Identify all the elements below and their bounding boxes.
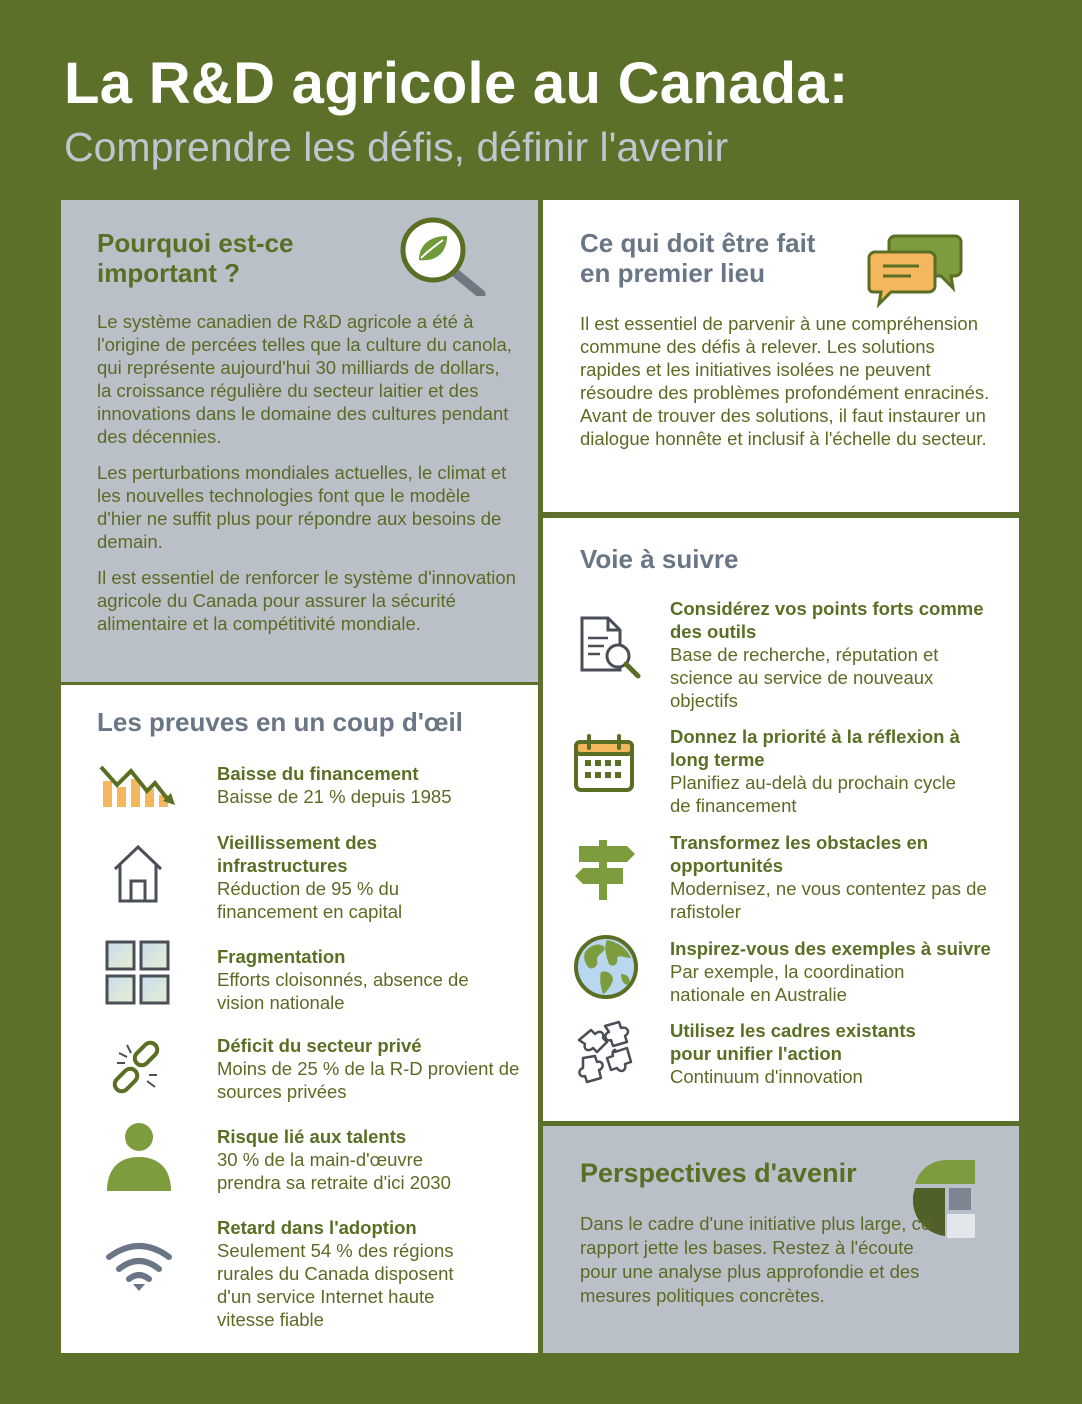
why-panel — [61, 200, 538, 682]
why-heading: Pourquoi est-ce important ? — [97, 228, 294, 288]
why-paragraph: Il est essentiel de renforcer le système d'innovation agricole du Canada pour assurer la sécurité alimentaire et la compétitivité mondiale. — [97, 567, 516, 634]
broken-link-icon — [105, 1035, 171, 1101]
house-icon — [111, 843, 165, 903]
path-item: Transformez les obstacles en opportunités Modernisez, ne vous contentez pas de rafistoler — [670, 832, 987, 922]
globe-icon — [573, 934, 639, 1000]
path-heading: Voie à suivre — [580, 544, 739, 574]
page-title: La R&D agricole au Canada: — [64, 51, 849, 116]
magnifier-leaf-icon — [395, 216, 487, 296]
evidence-panel — [61, 685, 538, 1353]
calendar-icon — [573, 734, 635, 794]
outlook-text: Dans le cadre d'une initiative plus large, ce rapport jette les bases. Restez à l'écoute pour une analyse plus approfondie et des mesures politiques concrètes. — [580, 1213, 932, 1306]
outlook-panel — [543, 1126, 1019, 1353]
evidence-item: Baisse du financement Baisse de 21 % depuis 1985 — [217, 763, 452, 807]
evidence-heading: Les preuves en un coup d'œil — [97, 707, 463, 737]
speech-bubbles-icon — [867, 230, 963, 310]
outlook-heading: Perspectives d'avenir — [580, 1158, 857, 1188]
grid-icon — [105, 940, 171, 1006]
evidence-item: Risque lié aux talents 30 % de la main-d'œuvre prendra sa retraite d'ici 2030 — [217, 1126, 451, 1193]
path-item: Considérez vos points forts comme des outils Base de recherche, réputation et science au service de nouveaux objectifs — [670, 598, 984, 711]
page-subtitle: Comprendre les défis, définir l'avenir — [64, 124, 729, 170]
first-heading: Ce qui doit être fait en premier lieu — [580, 228, 816, 288]
why-text — [97, 310, 517, 635]
person-icon — [105, 1121, 173, 1193]
path-item: Utilisez les cadres existants pour unifier l'action Continuum d'innovation — [670, 1020, 916, 1087]
evidence-item: Déficit du secteur privé Moins de 25 % de la R-D provient de sources privées — [217, 1035, 520, 1102]
why-paragraph: Le système canadien de R&D agricole a été à l'origine de percées telles que la culture du canola, qui représente aujourd'hui 30 milliards de dollars, la croissance régulière du secteur laitier et des innovations dans le domaine des cultures pendant des décennies. — [97, 311, 512, 447]
declining-chart-icon — [99, 761, 179, 809]
document-search-icon — [578, 614, 642, 680]
signpost-icon — [573, 838, 637, 902]
path-panel — [543, 518, 1019, 1121]
path-item: Donnez la priorité à la réflexion à long terme Planifiez au-delà du prochain cycle de financement — [670, 726, 960, 816]
evidence-item: Fragmentation Efforts cloisonnés, absence de vision nationale — [217, 946, 469, 1013]
evidence-item: Vieillissement des infrastructures Réduction de 95 % du financement en capital — [217, 832, 403, 922]
wifi-icon — [105, 1241, 173, 1293]
puzzle-icon — [569, 1018, 639, 1088]
why-paragraph: Les perturbations mondiales actuelles, le climat et les nouvelles technologies font que le modèle d'hier ne suffit plus pour répondre aux besoins de demain. — [97, 462, 507, 552]
evidence-item: Retard dans l'adoption Seulement 54 % des régions rurales du Canada disposent d'un service Internet haute vitesse fiable — [217, 1217, 454, 1330]
first-panel — [543, 200, 1019, 512]
first-text: Il est essentiel de parvenir à une compréhension commune des défis à relever. Les solutions rapides et les initiatives isolées ne peuvent résoudre des problèmes profondément enracinés. Avant de trouver des solutions, il faut instaurer un dialogue honnête et inclusif à l'échelle du secteur. — [580, 313, 990, 449]
path-item: Inspirez-vous des exemples à suivre Par exemple, la coordination nationale en Australie — [670, 938, 991, 1005]
